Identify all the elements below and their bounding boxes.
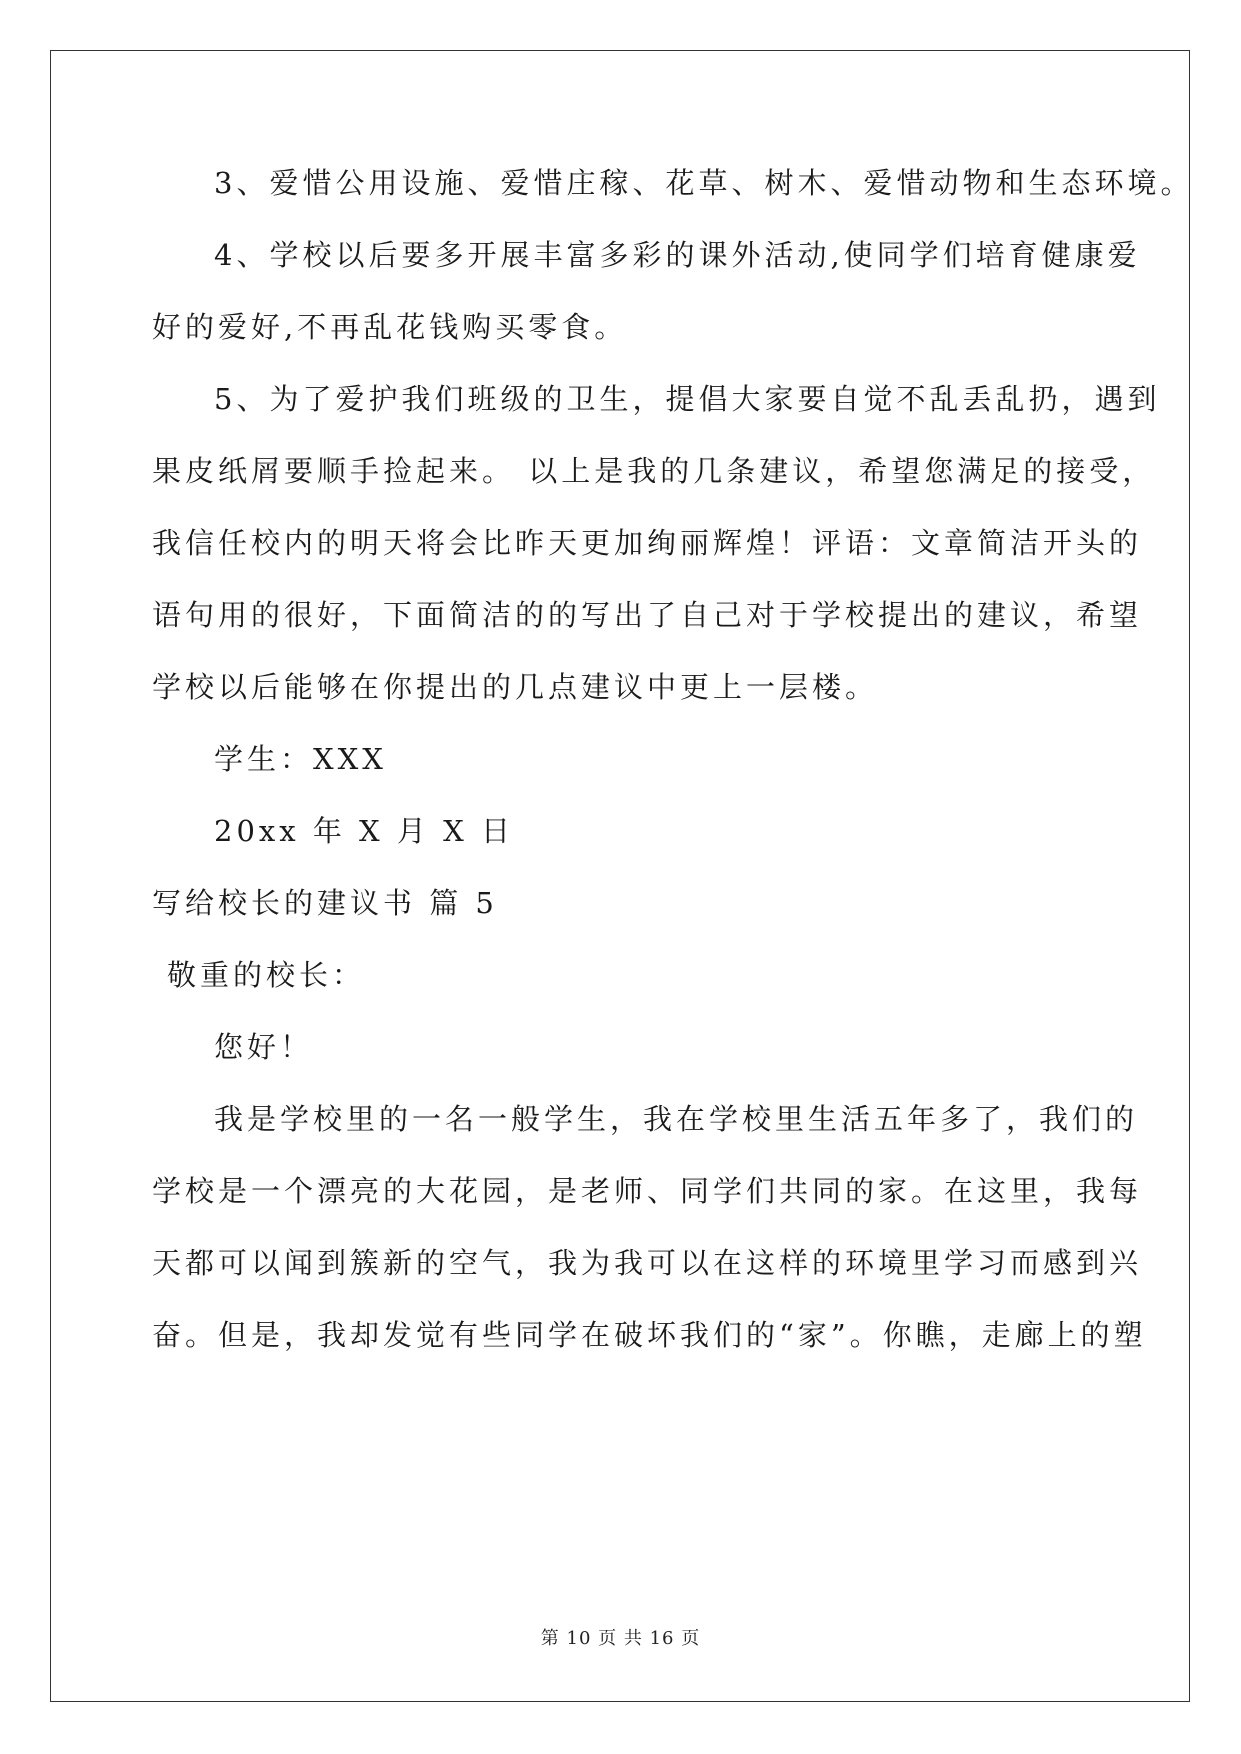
paragraph-line: 我是学校里的一名一般学生，我在学校里生活五年多了，我们的	[214, 1102, 1139, 1136]
page-number-footer: 第 10 页 共 16 页	[540, 1628, 701, 1649]
paragraph-line: 学校是一个漂亮的大花园，是老师、同学们共同的家。在这里，我每	[152, 1174, 1143, 1208]
greeting: 您好！	[214, 1030, 314, 1064]
paragraph-line: 好的爱好,不再乱花钱购买零食。	[152, 310, 628, 344]
paragraph-line: 天都可以闻到簇新的空气，我为我可以在这样的环境里学习而感到兴	[152, 1246, 1143, 1280]
paragraph-line: 果皮纸屑要顺手捡起来。 以上是我的几条建议，希望您满足的接受，	[152, 454, 1156, 488]
signature-date: 20xx 年 X 月 X 日	[214, 814, 514, 848]
section-heading: 写给校长的建议书 篇 5	[152, 886, 498, 920]
signature-student: 学生：XXX	[214, 742, 387, 776]
paragraph-line: 语句用的很好，下面简洁的的写出了自己对于学校提出的建议，希望	[152, 598, 1143, 632]
paragraph-line: 3、爱惜公用设施、爱惜庄稼、花草、树木、爱惜动物和生态环境。	[214, 166, 1194, 200]
paragraph-line: 4、学校以后要多开展丰富多彩的课外活动,使同学们培育健康爱	[214, 238, 1141, 272]
salutation: 敬重的校长：	[167, 958, 366, 992]
paragraph-line: 5、为了爱护我们班级的卫生，提倡大家要自觉不乱丢乱扔，遇到	[214, 382, 1161, 416]
paragraph-line: 奋。但是，我却发觉有些同学在破坏我们的“家”。你瞧，走廊上的塑	[152, 1318, 1147, 1352]
page-border	[50, 50, 1190, 1702]
paragraph-line: 学校以后能够在你提出的几点建议中更上一层楼。	[152, 670, 879, 704]
paragraph-line: 我信任校内的明天将会比昨天更加绚丽辉煌！评语：文章简洁开头的	[152, 526, 1143, 560]
